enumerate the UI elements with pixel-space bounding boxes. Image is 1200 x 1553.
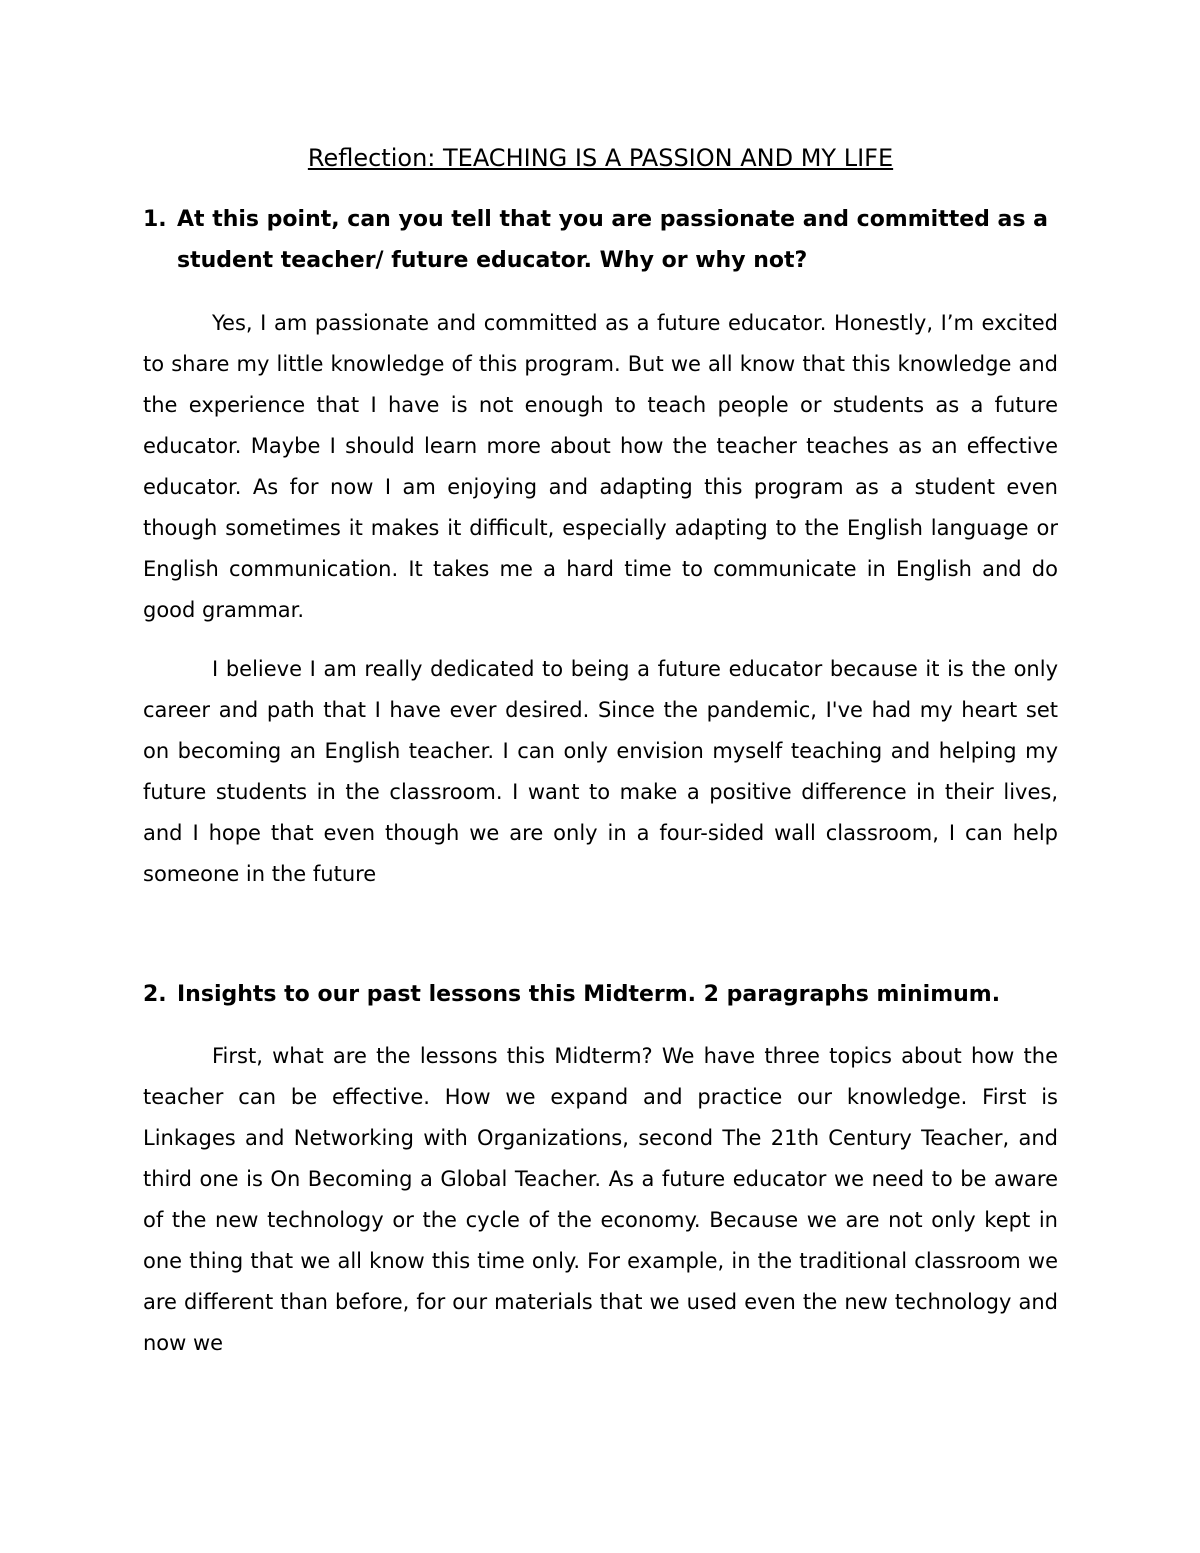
question-1-number: 1. [143, 207, 167, 232]
answer-1-paragraph-2: I believe I am really dedicated to being a future educator because it is the only career and path that I have ever desired. Since the pandemic, I've had my heart set on becoming an English teacher. I can only envision myself teaching and helping my future students in the classroom. I want to make a positive difference in their lives, and I hope that even though we are only in a four-sided wall classroom, I can help someone in the future [143, 657, 1058, 886]
question-2-text: Insights to our past lessons this Midterm. 2 paragraphs minimum. [177, 982, 1001, 1007]
question-2 [143, 974, 1058, 1015]
document-page [143, 140, 1058, 1364]
question-2-number: 2. [143, 982, 167, 1007]
answer-2-paragraph-1: First, what are the lessons this Midterm? We have three topics about how the teacher can be effective. How we expand and practice our knowledge. First is Linkages and Networking with Organizations, second The 21th Century Teacher, and third one is On Becoming a Global Teacher. As a future educator we need to be aware of the new technology or the cycle of the economy. Because we are not only kept in one thing that we all know this time only. For example, in the traditional classroom we are different than before, for our materials that we used even the new technology and now we [143, 1044, 1058, 1355]
question-1-text: At this point, can you tell that you are passionate and committed as a student teacher/ future educator. Why or why not? [177, 207, 1048, 273]
question-1 [143, 199, 1058, 281]
document-title: Reflection: TEACHING IS A PASSION AND MY LIFE [307, 144, 894, 172]
answer-1-paragraph-1: Yes, I am passionate and committed as a future educator. Honestly, I’m excited to share my little knowledge of this program. But we all know that this knowledge and the experience that I have is not enough to teach people or students as a future educator. Maybe I should learn more about how the teacher teaches as an effective educator. As for now I am enjoying and adapting this program as a student even though sometimes it makes it difficult, especially adapting to the English language or English communication. It takes me a hard time to communicate in English and do good grammar. [143, 311, 1058, 622]
